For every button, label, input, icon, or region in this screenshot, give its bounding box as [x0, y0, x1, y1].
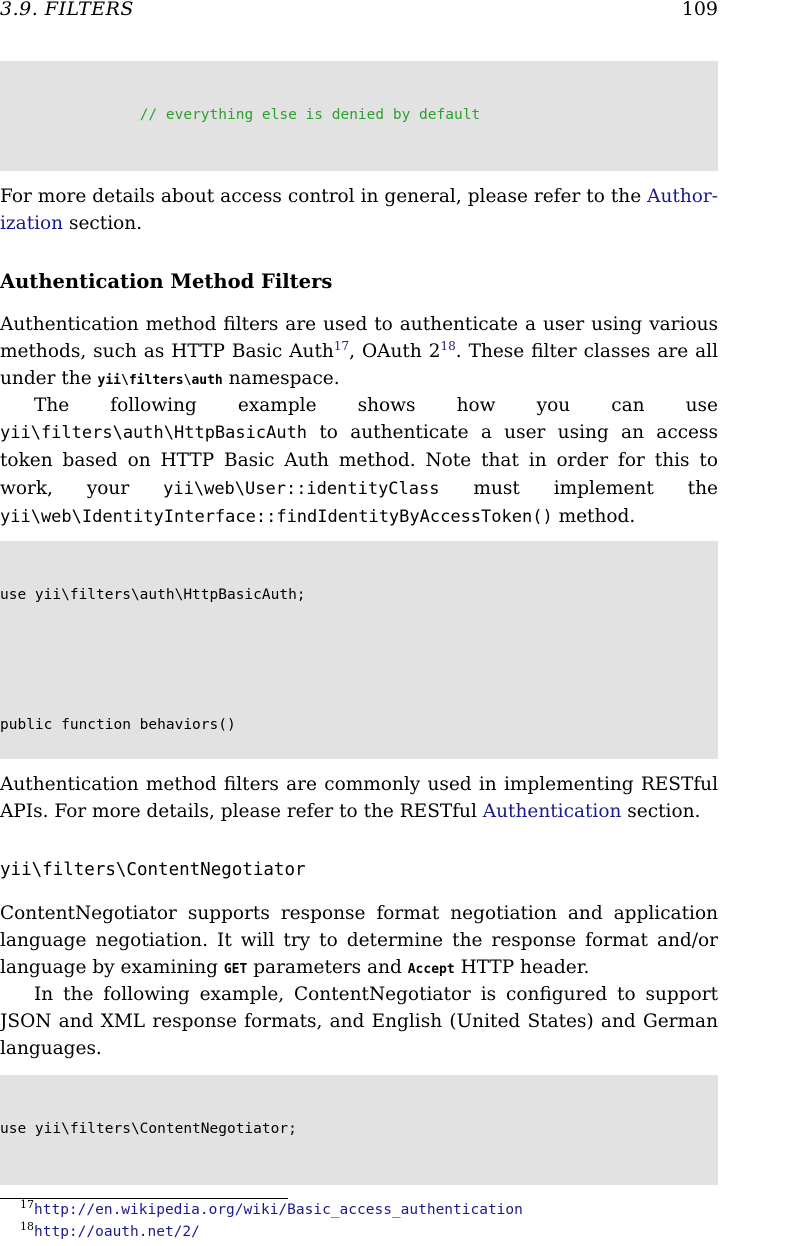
code-line: [0, 650, 718, 672]
footnote-17: $^{17}$http://en.wikipedia.org/wiki/Basic_access_authentication: [20, 1198, 523, 1218]
authentication-link[interactable]: Authentication: [482, 801, 622, 823]
code-block-httpbasicauth: [0, 541, 718, 759]
code-line: public function behaviors(): [0, 717, 236, 734]
footnote-18: $^{18}$http://oauth.net/2/: [20, 1220, 200, 1240]
code-line: use yii\filters\ContentNegotiator;: [0, 1120, 297, 1137]
code-block-content-negotiator: [0, 1075, 718, 1185]
running-head: 3.9. FILTERS: [0, 0, 134, 20]
page-number: 109: [681, 0, 718, 20]
namespace-code: yii\filters\auth: [97, 373, 223, 389]
authorization-link[interactable]: Author-ization: [0, 186, 718, 235]
paragraph-negotiator-example: In the following example, ContentNegotiator is configured to support JSON and XML response formats, and English (United States) and German languages.: [0, 984, 718, 1060]
code-line: [0, 105, 718, 127]
code-block-access-rules: [0, 61, 718, 171]
inline-code-findidentity: yii\web\IdentityInterface::findIdentityByAccessToken(): [0, 506, 553, 527]
paragraph-httpbasicauth-example: The following example shows how you can use yii\filters\auth\HttpBasicAuth to authenticate a user using an access token based on HTTP Basic Auth method. Note that in order for this to work, your yii\web\User::identityClass must implement the yii\web\IdentityInterface::findIdentityByAccessToken() method.: [0, 395, 718, 527]
code-line: [0, 170, 718, 171]
inline-code-get: GET: [223, 962, 248, 978]
paragraph-auth-filters: Authentication method filters are used to authenticate a user using various methods, such as HTTP Basic Auth$^{17}$, OAuth $2^{18}$. These filter classes are all under the yii\filters\auth namespace.: [0, 314, 718, 390]
footnote-divider: [0, 1198, 288, 1199]
paragraph-content-negotiator: ContentNegotiator supports response format negotiation and application language negotiation. It will try to determine the response format and/or language by examining GET parameters and Accept HTTP header.: [0, 903, 718, 979]
inline-code-accept: Accept: [407, 962, 455, 978]
footnote-ref-18[interactable]: 18: [440, 339, 456, 354]
footnote-ref-17[interactable]: 17: [333, 339, 350, 354]
inline-code-httpbasicauth: yii\filters\auth\HttpBasicAuth: [0, 423, 308, 444]
code-line: [0, 1184, 718, 1185]
inline-code-identityclass: yii\web\User::identityClass: [163, 478, 440, 499]
code-line: use yii\filters\auth\HttpBasicAuth;: [0, 586, 306, 603]
page-header: [0, 0, 718, 20]
footnote-url-17[interactable]: http://en.wikipedia.org/wiki/Basic_access_authentication: [34, 1202, 523, 1218]
paragraph-restful: Authentication method filters are commonly used in implementing RESTful APIs. For more details, please refer to the RESTful Authentication section.: [0, 774, 718, 823]
section-heading-content-negotiator: yii\filters\ContentNegotiator: [0, 860, 306, 880]
paragraph-access-control: For more details about access control in general, please refer to the Author-ization section.: [0, 186, 718, 235]
section-heading-auth-filters: Authentication Method Filters: [0, 270, 333, 293]
footnote-url-18[interactable]: http://oauth.net/2/: [34, 1224, 200, 1240]
code-comment: // everything else is denied by default: [139, 106, 481, 123]
